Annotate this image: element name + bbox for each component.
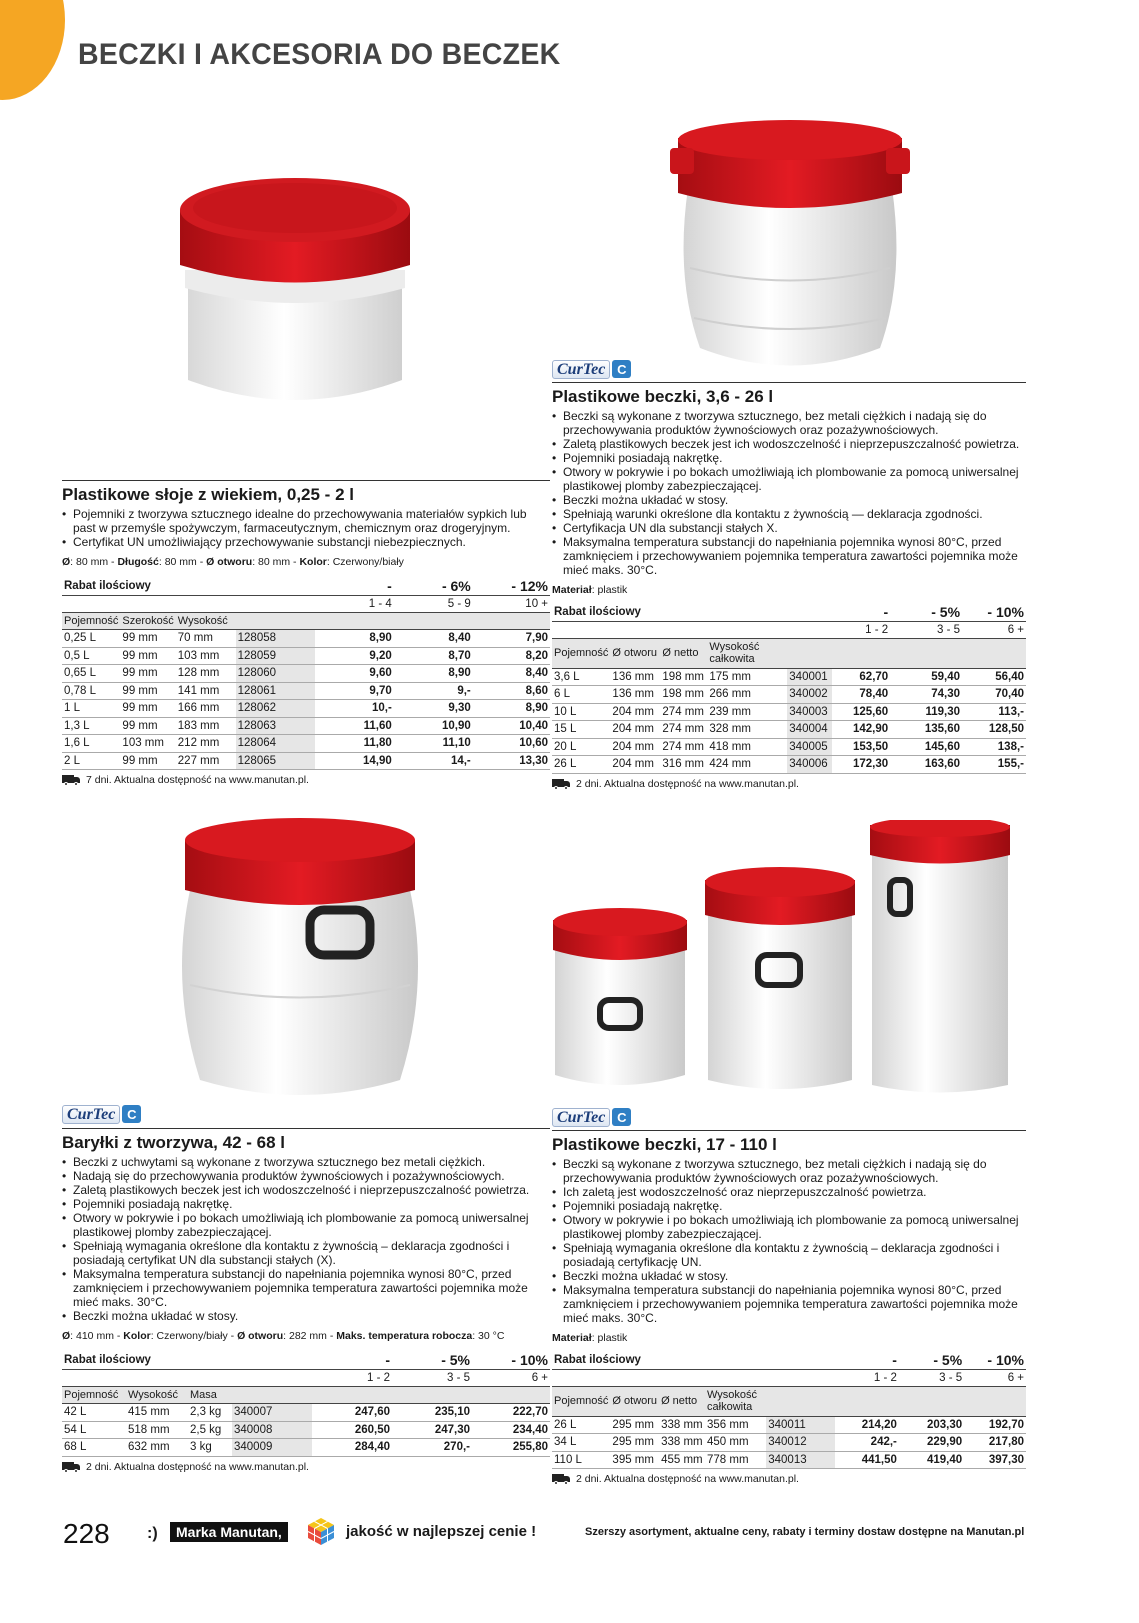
- spec-cell: 141 mm: [176, 682, 236, 700]
- feature-item: • Spełniają wymagania określone dla kontaktu z żywnością – deklaracja zgodności i posiadają certyfikat UN dla substancji stałych (X).: [62, 1239, 550, 1267]
- delivery-info: 2 dni. Aktualna dostępność na www.manutan.pl.: [62, 1460, 550, 1474]
- spec-cell: 34 L: [552, 1434, 610, 1452]
- price-cell: 62,70: [832, 668, 890, 686]
- price-cell: 142,90: [832, 721, 890, 739]
- spec-cell: 0,5 L: [62, 647, 120, 665]
- spec-cell: 183 mm: [176, 717, 236, 735]
- product-code: 128063: [236, 717, 315, 735]
- feature-item: • Certyfikacja UN dla substancji stałych X.: [552, 521, 1026, 535]
- footer-note: Szerszy asortyment, aktualne ceny, rabaty i terminy dostaw dostępne na Manutan.pl: [585, 1526, 1025, 1538]
- spec-cell: 0,65 L: [62, 665, 120, 683]
- feature-item: • Beczki z uchwytami są wykonane z tworzywa sztucznego bez metali ciężkich.: [62, 1155, 550, 1169]
- section-title: Plastikowe beczki, 17 - 110 l: [552, 1135, 777, 1154]
- spec-cell: 239 mm: [707, 703, 787, 721]
- spec-cell: 198 mm: [660, 686, 707, 704]
- spec-cell: 0,78 L: [62, 682, 120, 700]
- product-code: 340005: [787, 738, 832, 756]
- table-row: [62, 1439, 550, 1457]
- spec-cell: 2 L: [62, 752, 120, 770]
- section-small-barrels: [552, 382, 1026, 791]
- product-code: 340009: [232, 1439, 312, 1457]
- price-cell: 153,50: [832, 738, 890, 756]
- table-row: [62, 1404, 550, 1422]
- spec-cell: 99 mm: [120, 700, 175, 718]
- price-cell: 222,70: [472, 1404, 550, 1422]
- spec-cell: 99 mm: [120, 717, 175, 735]
- spec-cell: 136 mm: [610, 668, 660, 686]
- spec-cell: 338 mm: [659, 1434, 705, 1452]
- spec-cell: 204 mm: [610, 738, 660, 756]
- material-line: Materiał: plastik: [552, 1332, 628, 1344]
- price-cell: 203,30: [899, 1416, 964, 1434]
- small-barrel-photo: [670, 118, 910, 373]
- price-cell: 8,90: [315, 630, 394, 648]
- price-cell: 74,30: [890, 686, 962, 704]
- brand-label: Marka Manutan,: [170, 1522, 288, 1542]
- feature-item: • Pojemniki posiadają nakrętkę.: [552, 451, 1026, 465]
- product-code: 340003: [787, 703, 832, 721]
- price-cell: 11,60: [315, 717, 394, 735]
- spec-cell: 70 mm: [176, 630, 236, 648]
- spec-cell: 10 L: [552, 703, 610, 721]
- product-code: 340004: [787, 721, 832, 739]
- table-row: [62, 700, 550, 718]
- price-cell: 8,40: [473, 665, 550, 683]
- curtec-logo-text: CurTec: [62, 1105, 120, 1124]
- curtec-logo-group: [552, 1107, 631, 1127]
- spec-cell: 26 L: [552, 756, 610, 774]
- table-row: [62, 717, 550, 735]
- spec-cell: 128 mm: [176, 665, 236, 683]
- price-cell: 135,60: [890, 721, 962, 739]
- price-cell: 397,30: [964, 1451, 1026, 1469]
- spec-cell: 2,3 kg: [188, 1404, 232, 1422]
- spec-cell: 166 mm: [176, 700, 236, 718]
- feature-item: • Maksymalna temperatura substancji do napełniania pojemnika wynosi 80°C, przed zamknięciem i przechowywaniem pojemnika temperatura zawartości pojemnika może mieć maks. 30°C.: [552, 1283, 1026, 1325]
- curtec-mark-icon: C: [612, 1108, 631, 1126]
- spec-cell: 338 mm: [659, 1416, 705, 1434]
- price-cell: 14,90: [315, 752, 394, 770]
- table-row: [62, 1421, 550, 1439]
- spec-cell: 274 mm: [660, 721, 707, 739]
- price-cell: 9,-: [394, 682, 473, 700]
- product-code: 340006: [787, 756, 832, 774]
- price-table: Rabat ilościowy - - 5% - 10% 1 - 2 3 - 5 6 + Pojemność Ø otworu Ø netto Wysokość całkowita 3,6 L 136 mm 198 mm 175 mm 340001 62,70 59,40 56,40 6 L 136 mm 198 mm 266 mm 340002 78,40 74,30 70,40 10 L 204 mm 274 mm 239 mm 340003 125,60 119,30 113,- 15 L 204 mm 274 mm 328 mm 340004 142,90 135,60 128,50 20 L 204 mm 274 mm 418 mm 340005 153,50 145,60 138,- 26 L 204 mm 316 mm 424 mm 340006 172,30 163,60 155,-: [552, 603, 1026, 774]
- truck-icon: [62, 1462, 80, 1472]
- spec-cell: 3,6 L: [552, 668, 610, 686]
- cube-icon: [306, 1516, 336, 1546]
- spec-cell: 632 mm: [126, 1439, 188, 1457]
- spec-cell: 99 mm: [120, 647, 175, 665]
- tagline: jakość w najlepszej cenie !: [346, 1523, 537, 1540]
- spec-cell: 42 L: [62, 1404, 126, 1422]
- smile-glyph: :): [147, 1525, 158, 1542]
- spec-cell: 328 mm: [707, 721, 787, 739]
- feature-item: • Pojemniki posiadają nakrętkę.: [62, 1197, 550, 1211]
- price-cell: 9,70: [315, 682, 394, 700]
- table-row: [62, 665, 550, 683]
- product-code: 340001: [787, 668, 832, 686]
- price-cell: 8,90: [473, 700, 550, 718]
- product-code: 128065: [236, 752, 315, 770]
- curtec-logo-text: CurTec: [552, 360, 610, 379]
- spec-cell: 99 mm: [120, 752, 175, 770]
- feature-item: • Maksymalna temperatura substancji do napełniania pojemnika wynosi 80°C, przed zamknięciem i przechowywaniem pojemnika temperatura zawartości pojemnika może mieć maks. 30°C.: [62, 1267, 550, 1309]
- price-cell: 217,80: [964, 1434, 1026, 1452]
- spec-cell: 455 mm: [659, 1451, 705, 1469]
- spec-cell: 136 mm: [610, 686, 660, 704]
- price-cell: 8,20: [473, 647, 550, 665]
- feature-item: • Pojemniki z tworzywa sztucznego idealne do przechowywania materiałów sypkich lub past w przemyśle spożywczym, farmaceutycznym, chemicznym oraz drogeryjnym.: [62, 507, 550, 535]
- price-cell: 113,-: [962, 703, 1026, 721]
- spec-cell: 1,3 L: [62, 717, 120, 735]
- barrels-group-photo: [550, 820, 1030, 1100]
- spec-cell: 227 mm: [176, 752, 236, 770]
- product-code: 128064: [236, 735, 315, 753]
- spec-cell: 295 mm: [610, 1434, 659, 1452]
- price-cell: 441,50: [835, 1451, 898, 1469]
- section-title: Baryłki z tworzywa, 42 - 68 l: [62, 1133, 285, 1152]
- spec-cell: 204 mm: [610, 721, 660, 739]
- section-kegs: [62, 1128, 550, 1474]
- feature-item: • Spełniają wymagania określone dla kontaktu z żywnością – deklaracja zgodności i posiadają certyfikację UN.: [552, 1241, 1026, 1269]
- table-row: [552, 686, 1026, 704]
- spec-cell: 2,5 kg: [188, 1421, 232, 1439]
- spec-cell: 274 mm: [660, 703, 707, 721]
- spec-cell: 316 mm: [660, 756, 707, 774]
- feature-item: • Maksymalna temperatura substancji do napełniania pojemnika wynosi 80°C, przed zamknięciem i przechowywaniem pojemnika temperatura zawartości pojemnika może mieć maks. 30°C.: [552, 535, 1026, 577]
- table-row: [552, 721, 1026, 739]
- price-cell: 8,40: [394, 630, 473, 648]
- price-cell: 11,80: [315, 735, 394, 753]
- product-code: 340002: [787, 686, 832, 704]
- feature-item: • Beczki można układać w stosy.: [552, 1269, 1026, 1283]
- keg-photo: [175, 815, 425, 1100]
- price-cell: 59,40: [890, 668, 962, 686]
- curtec-logo-keg: [62, 1104, 141, 1124]
- spec-cell: 15 L: [552, 721, 610, 739]
- spec-cell: 518 mm: [126, 1421, 188, 1439]
- feature-item: • Beczki są wykonane z tworzywa sztucznego, bez metali ciężkich i nadają się do przechowywania produktów żywnościowych oraz pozażywnościowych.: [552, 1157, 1026, 1185]
- feature-list: [62, 1155, 550, 1323]
- product-code: 128061: [236, 682, 315, 700]
- jar-photo: [170, 170, 420, 415]
- spec-cell: 356 mm: [705, 1416, 766, 1434]
- corner-decoration: [0, 0, 65, 100]
- spec-cell: 204 mm: [610, 703, 660, 721]
- feature-item: • Beczki można układać w stosy.: [552, 493, 1026, 507]
- price-cell: 260,50: [312, 1421, 392, 1439]
- table-row: [552, 1416, 1026, 1434]
- feature-list: [552, 1157, 1026, 1325]
- price-cell: 9,60: [315, 665, 394, 683]
- price-cell: 125,60: [832, 703, 890, 721]
- spec-cell: 415 mm: [126, 1404, 188, 1422]
- price-cell: 11,10: [394, 735, 473, 753]
- price-cell: 234,40: [472, 1421, 550, 1439]
- spec-cell: 54 L: [62, 1421, 126, 1439]
- price-cell: 235,10: [392, 1404, 472, 1422]
- spec-cell: 3 kg: [188, 1439, 232, 1457]
- table-row: [552, 756, 1026, 774]
- price-cell: 10,60: [473, 735, 550, 753]
- section-large-barrels: [552, 1130, 1026, 1486]
- price-table: Rabat ilościowy - - 6% - 12% 1 - 4 5 - 9 10 + Pojemność Szerokość Wysokość 0,25 L 99 mm 70 mm 128058 8,90 8,40 7,90 0,5 L 99 mm 103 mm 128059 9,20 8,70 8,20 0,65 L 99 mm 128 mm 128060 9,60 8,90 8,40 0,78 L 99 mm 141 mm 128061 9,70 9,- 8,60 1 L 99 mm 166 mm 128062 10,- 9,30 8,90 1,3 L 99 mm 183 mm 128063 11,60 10,90 10,40 1,6 L 103 mm 212 mm 128064 11,80 11,10 10,60 2 L 99 mm 227 mm 128065 14,90 14,- 13,30: [62, 577, 550, 770]
- table-row: [62, 647, 550, 665]
- table-row: [552, 1451, 1026, 1469]
- feature-item: • Nadają się do przechowywania produktów żywnościowych i pozażywnościowych.: [62, 1169, 550, 1183]
- spec-cell: 212 mm: [176, 735, 236, 753]
- feature-item: • Otwory w pokrywie i po bokach umożliwiają ich plombowanie za pomocą uniwersalnej plastikowej plomby zabezpieczającej.: [62, 1211, 550, 1239]
- price-cell: 119,30: [890, 703, 962, 721]
- spec-cell: 295 mm: [610, 1416, 659, 1434]
- curtec-mark-icon: C: [122, 1105, 141, 1123]
- price-cell: 13,30: [473, 752, 550, 770]
- price-cell: 14,-: [394, 752, 473, 770]
- product-code: 128059: [236, 647, 315, 665]
- price-table: Rabat ilościowy - - 5% - 10% 1 - 2 3 - 5 6 + Pojemność Wysokość Masa 42 L 415 mm 2,3 kg 340007 247,60 235,10 222,70 54 L 518 mm 2,5 kg 340008 260,50 247,30 234,40 68 L 632 mm 3 kg 340009 284,40 270,- 255,80: [62, 1351, 550, 1457]
- price-cell: 229,90: [899, 1434, 964, 1452]
- price-cell: 172,30: [832, 756, 890, 774]
- price-cell: 214,20: [835, 1416, 898, 1434]
- feature-list: [62, 507, 550, 549]
- product-code: 340012: [766, 1434, 835, 1452]
- delivery-info: 2 dni. Aktualna dostępność na www.manutan.pl.: [552, 777, 1026, 791]
- spec-cell: 266 mm: [707, 686, 787, 704]
- price-cell: 10,90: [394, 717, 473, 735]
- feature-item: • Spełniają warunki określone dla kontaktu z żywnością — deklaracja zgodności.: [552, 507, 1026, 521]
- price-cell: 78,40: [832, 686, 890, 704]
- table-row: [62, 735, 550, 753]
- page-number: 228: [63, 1518, 110, 1549]
- truck-icon: [552, 779, 570, 789]
- feature-item: • Otwory w pokrywie i po bokach umożliwiają ich plombowanie za pomocą uniwersalnej plastikowej plomby zabezpieczającej.: [552, 1213, 1026, 1241]
- price-cell: 10,40: [473, 717, 550, 735]
- spec-cell: 103 mm: [120, 735, 175, 753]
- spec-cell: 20 L: [552, 738, 610, 756]
- page-footer: [0, 1510, 1139, 1550]
- product-code: 340007: [232, 1404, 312, 1422]
- price-cell: 255,80: [472, 1439, 550, 1457]
- spec-cell: 103 mm: [176, 647, 236, 665]
- spec-cell: 110 L: [552, 1451, 610, 1469]
- spec-cell: 424 mm: [707, 756, 787, 774]
- table-row: [552, 738, 1026, 756]
- table-row: [62, 752, 550, 770]
- price-cell: 7,90: [473, 630, 550, 648]
- spec-cell: 395 mm: [610, 1451, 659, 1469]
- spec-cell: 1,6 L: [62, 735, 120, 753]
- price-cell: 10,-: [315, 700, 394, 718]
- table-row: [62, 682, 550, 700]
- delivery-info: 2 dni. Aktualna dostępność na www.manutan.pl.: [552, 1472, 1026, 1486]
- price-cell: 8,60: [473, 682, 550, 700]
- price-cell: 8,90: [394, 665, 473, 683]
- spec-cell: 198 mm: [660, 668, 707, 686]
- spec-cell: 68 L: [62, 1439, 126, 1457]
- truck-icon: [62, 775, 80, 785]
- price-cell: 9,30: [394, 700, 473, 718]
- price-cell: 138,-: [962, 738, 1026, 756]
- curtec-mark-icon: C: [612, 360, 631, 378]
- spec-cell: 26 L: [552, 1416, 610, 1434]
- table-row: [552, 703, 1026, 721]
- curtec-logo-top: [552, 359, 631, 379]
- page-title: BECZKI I AKCESORIA DO BECZEK: [78, 38, 561, 71]
- section-title: Plastikowe beczki, 3,6 - 26 l: [552, 387, 774, 406]
- section-title: Plastikowe słoje z wiekiem, 0,25 - 2 l: [62, 485, 354, 504]
- product-code: 340013: [766, 1451, 835, 1469]
- price-cell: 419,40: [899, 1451, 964, 1469]
- spec-cell: 778 mm: [705, 1451, 766, 1469]
- table-row: [552, 668, 1026, 686]
- truck-icon: [552, 1474, 570, 1484]
- price-table: Rabat ilościowy - - 5% - 10% 1 - 2 3 - 5 6 + Pojemność Ø otworu Ø netto Wysokość całkowita 26 L 295 mm 338 mm 356 mm 340011 214,20 203,30 192,70 34 L 295 mm 338 mm 450 mm 340012 242,- 229,90 217,80 110 L 395 mm 455 mm 778 mm 340013 441,50 419,40 397,30: [552, 1351, 1026, 1469]
- spec-cell: 1 L: [62, 700, 120, 718]
- spec-cell: 99 mm: [120, 682, 175, 700]
- section-jars: [62, 480, 550, 787]
- feature-item: • Certyfikat UN umożliwiający przechowywanie substancji niebezpiecznych.: [62, 535, 550, 549]
- product-code: 128062: [236, 700, 315, 718]
- spec-cell: 204 mm: [610, 756, 660, 774]
- feature-item: • Zaletą plastikowych beczek jest ich wodoszczelność i nieprzepuszczalność powietrza.: [552, 437, 1026, 451]
- feature-item: • Beczki można układać w stosy.: [62, 1309, 550, 1323]
- feature-item: • Ich zaletą jest wodoszczelność oraz nieprzepuszczalność powietrza.: [552, 1185, 1026, 1199]
- price-cell: 163,60: [890, 756, 962, 774]
- specs-line: Ø: 80 mm - Długość: 80 mm - Ø otworu: 80 mm - Kolor: Czerwony/biały: [62, 556, 404, 568]
- feature-item: • Zaletą plastikowych beczek jest ich wodoszczelność i nieprzepuszczalność powietrza.: [62, 1183, 550, 1197]
- spec-cell: 274 mm: [660, 738, 707, 756]
- feature-item: • Pojemniki posiadają nakrętkę.: [552, 1199, 1026, 1213]
- product-code: 340008: [232, 1421, 312, 1439]
- spec-cell: 450 mm: [705, 1434, 766, 1452]
- spec-cell: 6 L: [552, 686, 610, 704]
- spec-cell: 99 mm: [120, 665, 175, 683]
- price-cell: 128,50: [962, 721, 1026, 739]
- feature-list: [552, 409, 1026, 577]
- price-cell: 155,-: [962, 756, 1026, 774]
- feature-item: • Beczki są wykonane z tworzywa sztucznego, bez metali ciężkich i nadają się do przechowywania produktów żywnościowych oraz pozażywnościowych.: [552, 409, 1026, 437]
- spec-cell: 418 mm: [707, 738, 787, 756]
- price-cell: 247,30: [392, 1421, 472, 1439]
- table-row: [552, 1434, 1026, 1452]
- price-cell: 270,-: [392, 1439, 472, 1457]
- material-line: Materiał: plastik: [552, 584, 628, 596]
- price-cell: 70,40: [962, 686, 1026, 704]
- price-cell: 247,60: [312, 1404, 392, 1422]
- product-code: 340011: [766, 1416, 835, 1434]
- price-cell: 242,-: [835, 1434, 898, 1452]
- specs-line: Ø: 410 mm - Kolor: Czerwony/biały - Ø otworu: 282 mm - Maks. temperatura robocza: 30 °C: [62, 1330, 505, 1342]
- price-cell: 8,70: [394, 647, 473, 665]
- delivery-info: 7 dni. Aktualna dostępność na www.manutan.pl.: [62, 773, 550, 787]
- price-cell: 56,40: [962, 668, 1026, 686]
- price-cell: 145,60: [890, 738, 962, 756]
- curtec-logo-text: CurTec: [552, 1108, 610, 1127]
- spec-cell: 99 mm: [120, 630, 175, 648]
- price-cell: 192,70: [964, 1416, 1026, 1434]
- price-cell: 9,20: [315, 647, 394, 665]
- price-cell: 284,40: [312, 1439, 392, 1457]
- product-code: 128058: [236, 630, 315, 648]
- feature-item: • Otwory w pokrywie i po bokach umożliwiają ich plombowanie za pomocą uniwersalnej plastikowej plomby zabezpieczającej.: [552, 465, 1026, 493]
- table-row: [62, 630, 550, 648]
- spec-cell: 0,25 L: [62, 630, 120, 648]
- product-code: 128060: [236, 665, 315, 683]
- spec-cell: 175 mm: [707, 668, 787, 686]
